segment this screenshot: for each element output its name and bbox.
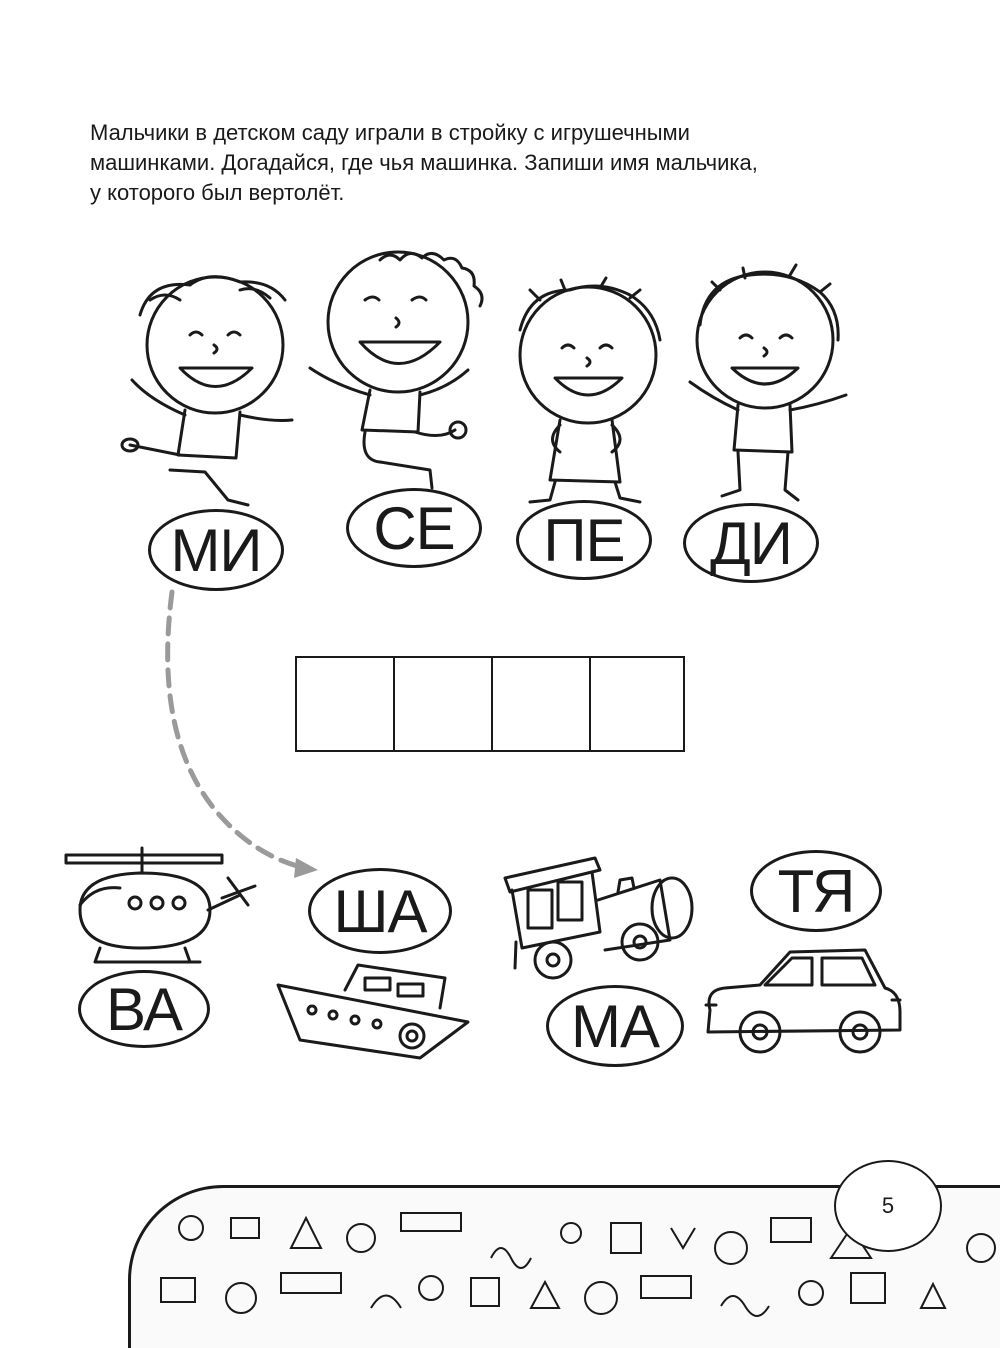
vehicle-syllable-helicopter: ВА bbox=[78, 970, 210, 1048]
boy-syllable-2: СЕ bbox=[346, 488, 482, 568]
boy-syllable-4: ДИ bbox=[683, 503, 819, 583]
vehicle-syllable-train: МА bbox=[546, 985, 684, 1067]
boy-1-illustration bbox=[122, 277, 292, 505]
vehicle-syllable-ship: ША bbox=[308, 868, 452, 954]
answer-cell-1[interactable] bbox=[297, 658, 395, 750]
boy-4-illustration bbox=[690, 265, 846, 500]
ship-icon bbox=[278, 965, 468, 1058]
helicopter-icon bbox=[66, 848, 255, 962]
boy-3-illustration bbox=[520, 278, 660, 502]
answer-grid bbox=[295, 656, 685, 752]
car-icon bbox=[706, 950, 900, 1052]
instruction-line-1: Мальчики в детском саду играли в стройку с игрушечными bbox=[90, 120, 690, 145]
instruction-line-3: у которого был вертолёт. bbox=[90, 180, 345, 205]
answer-cell-2[interactable] bbox=[395, 658, 493, 750]
page-number: 5 bbox=[834, 1160, 942, 1252]
answer-cell-3[interactable] bbox=[493, 658, 591, 750]
answer-cell-4[interactable] bbox=[591, 658, 683, 750]
instruction-line-2: машинками. Догадайся, где чья машинка. Запиши имя мальчика, bbox=[90, 150, 758, 175]
boy-2-illustration bbox=[310, 252, 482, 488]
vehicle-syllable-car: ТЯ bbox=[750, 850, 882, 932]
boy-syllable-1: МИ bbox=[148, 509, 284, 591]
boy-syllable-3: ПЕ bbox=[516, 500, 652, 580]
train-icon bbox=[505, 858, 692, 978]
